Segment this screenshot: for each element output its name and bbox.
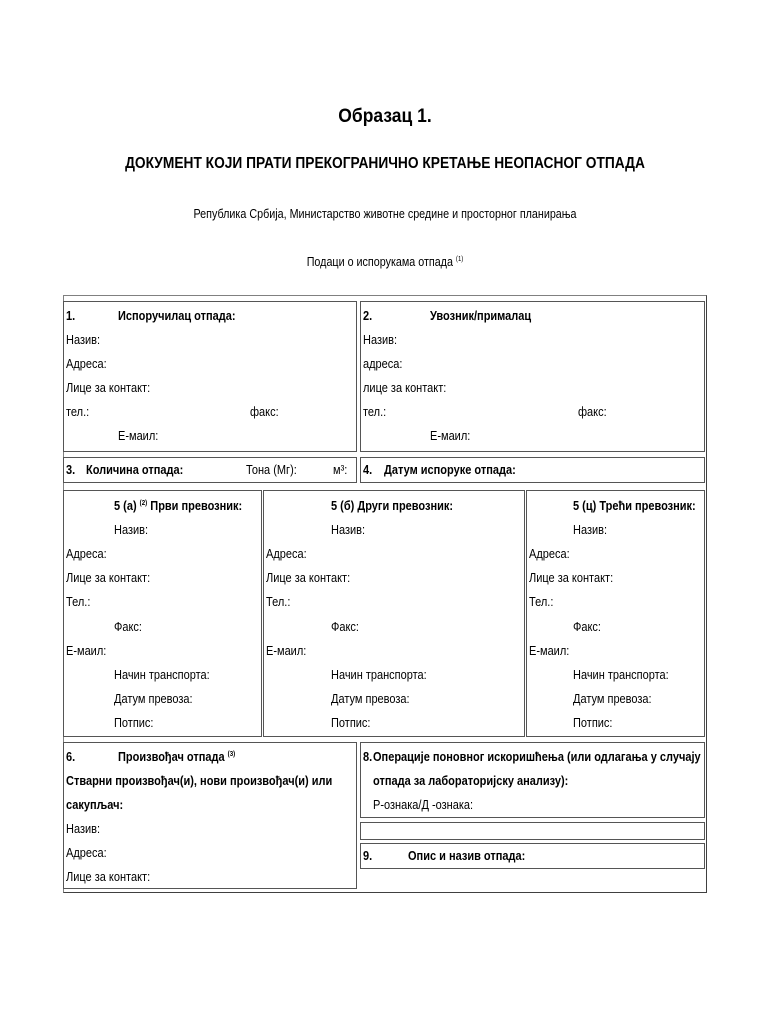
field-label: Тона (Мг): bbox=[246, 463, 297, 477]
section-line: Стварни произвођач(и), нови произвођач(и) или bbox=[66, 774, 333, 788]
field-label: Факс: bbox=[114, 620, 142, 634]
field-label: Лице за контакт: bbox=[529, 571, 614, 585]
section-number: 3. bbox=[66, 463, 76, 477]
field-label: факс: bbox=[578, 405, 607, 419]
section-number: 8. bbox=[363, 750, 373, 764]
field-label: Назив: bbox=[66, 822, 101, 836]
field-label: Е-маил: bbox=[66, 644, 107, 658]
field-label: Начин транспорта: bbox=[331, 668, 427, 682]
deliveries-label: Подаци о испорукама отпада bbox=[306, 255, 453, 269]
field-label: Адреса: bbox=[266, 547, 307, 561]
field-label: Р-ознака/Д -ознака: bbox=[373, 798, 474, 812]
field-label: Тел.: bbox=[529, 595, 554, 609]
section-line: сакупљач: bbox=[66, 798, 124, 812]
authority-line: Република Србија, Министарство животне средине и просторног планирања bbox=[193, 207, 577, 221]
field-label: тел.: bbox=[66, 405, 90, 419]
field-label: Адреса: bbox=[529, 547, 570, 561]
field-label: Адреса: bbox=[66, 357, 107, 371]
section-title: Испоручилац отпада: bbox=[118, 309, 236, 323]
field-label: Назив: bbox=[363, 333, 398, 347]
section-line: отпада за лабораторијску анализу): bbox=[373, 774, 569, 788]
section-2-importer bbox=[360, 301, 705, 452]
field-label: Тел.: bbox=[66, 595, 91, 609]
section-number: 9. bbox=[363, 849, 373, 863]
section-number: 4. bbox=[363, 463, 373, 477]
carrier-title: 5 (б) Други превозник: bbox=[331, 499, 454, 513]
section-number: 2. bbox=[363, 309, 373, 323]
field-label: Датум превоза: bbox=[331, 692, 410, 706]
carrier-title: 5 (а) $^{(2)}$ Први превозник: bbox=[114, 499, 243, 513]
field-label: Назив: bbox=[114, 523, 149, 537]
field-label: Факс: bbox=[573, 620, 601, 634]
carrier-title: 5 (ц) Трећи превозник: bbox=[573, 499, 696, 513]
spacer-cell bbox=[360, 822, 705, 840]
field-label: Лице за контакт: bbox=[66, 870, 151, 884]
field-label: Адреса: bbox=[66, 547, 107, 561]
section-number: 6. bbox=[66, 750, 76, 764]
field-label: Лице за контакт: bbox=[66, 571, 151, 585]
field-label: адреса: bbox=[363, 357, 403, 371]
field-label: Лице за контакт: bbox=[66, 381, 151, 395]
field-label: Тел.: bbox=[266, 595, 291, 609]
field-label: лице за контакт: bbox=[363, 381, 447, 395]
field-label: Потпис: bbox=[114, 716, 154, 730]
field-label: Потпис: bbox=[573, 716, 613, 730]
field-label: Адреса: bbox=[66, 846, 107, 860]
field-label: факс: bbox=[250, 405, 279, 419]
section-title: Произвођач отпада $^{(3)}$ bbox=[118, 750, 236, 764]
field-label: м³: bbox=[333, 463, 348, 477]
field-label: тел.: bbox=[363, 405, 387, 419]
field-label: Потпис: bbox=[331, 716, 371, 730]
deliveries-line bbox=[54, 255, 716, 269]
field-label: Начин транспорта: bbox=[573, 668, 669, 682]
section-title: Количина отпада: bbox=[86, 463, 184, 477]
field-label: Назив: bbox=[331, 523, 366, 537]
footnote-marker: (1) bbox=[455, 255, 464, 263]
field-label: Назив: bbox=[573, 523, 608, 537]
form-title: Образац 1. bbox=[338, 106, 432, 127]
field-label: Е-маил: bbox=[430, 429, 471, 443]
field-label: Факс: bbox=[331, 620, 359, 634]
field-label: Назив: bbox=[66, 333, 101, 347]
field-label: Е-маил: bbox=[266, 644, 307, 658]
field-label: Е-маил: bbox=[118, 429, 159, 443]
section-line: Операције поновног искоришћења (или одлагања у случају bbox=[373, 750, 701, 764]
field-label: Начин транспорта: bbox=[114, 668, 210, 682]
field-label: Е-маил: bbox=[529, 644, 570, 658]
section-title: Датум испоруке отпада: bbox=[384, 463, 516, 477]
section-title: Увозник/прималац bbox=[430, 309, 532, 323]
field-label: Датум превоза: bbox=[114, 692, 193, 706]
section-number: 1. bbox=[66, 309, 76, 323]
field-label: Лице за контакт: bbox=[266, 571, 351, 585]
section-title: Опис и назив отпада: bbox=[408, 849, 526, 863]
document-heading: ДОКУМЕНТ КОЈИ ПРАТИ ПРЕКОГРАНИЧНО КРЕТАЊЕ НЕОПАСНОГ ОТПАДА bbox=[125, 155, 645, 172]
field-label: Датум превоза: bbox=[573, 692, 652, 706]
